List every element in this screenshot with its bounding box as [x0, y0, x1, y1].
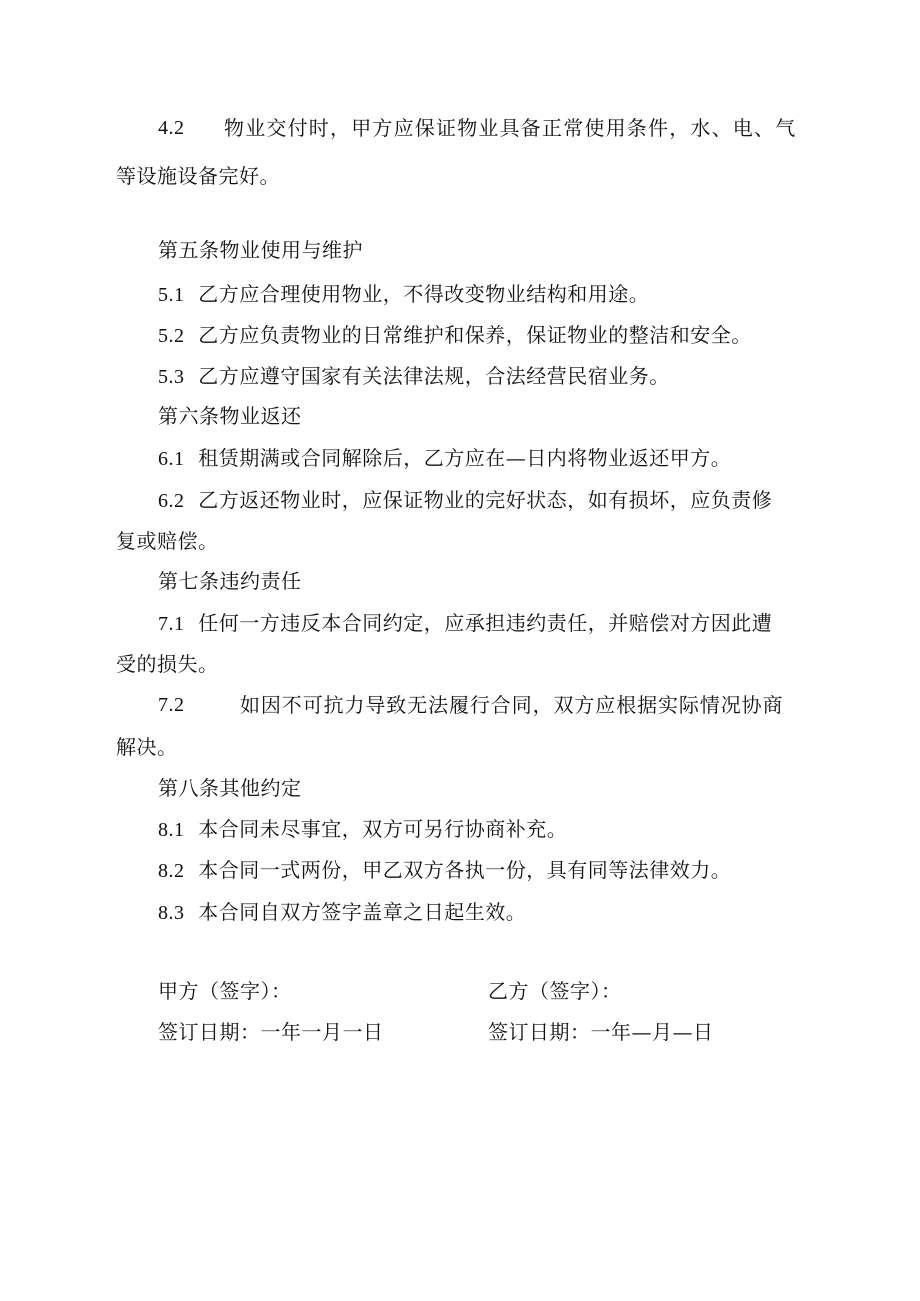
- clause-text: 乙方返还物业时，应保证物业的完好状态，如有损坏，应负责修: [198, 488, 773, 512]
- clause-number: 7.1: [158, 613, 185, 635]
- clause-6-2-line1: [158, 486, 772, 515]
- article-7-heading: 第七条违约责任: [158, 569, 302, 593]
- clause-7-2-line1: [158, 691, 800, 719]
- clause-text: 任何一方违反本合同约定，应承担违约责任，并赔偿对方因此遭: [198, 611, 773, 635]
- clause-text: 租赁期满或合同解除后，乙方应在—日内将物业返还甲方。: [198, 446, 732, 470]
- article-5-heading: 第五条物业使用与维护: [158, 238, 363, 262]
- clause-5-1: [158, 280, 649, 309]
- clause-5-3: [158, 362, 670, 391]
- party-b-signature-label: 乙方（签字）：: [488, 979, 622, 1003]
- clause-6-2-line2: 复或赔偿。: [116, 529, 219, 553]
- clause-8-2: [158, 856, 731, 885]
- clause-8-1: [158, 815, 567, 844]
- clause-number: 8.2: [158, 860, 185, 882]
- article-8-heading: 第八条其他约定: [158, 776, 302, 800]
- clause-number: 5.1: [158, 284, 185, 306]
- clause-7-1-line2: 受的损失。: [116, 652, 219, 676]
- clause-4-2-line1: [158, 114, 808, 142]
- clause-number: 8.1: [158, 819, 185, 841]
- clause-number: 4.2: [158, 117, 185, 139]
- clause-number: 7.2: [158, 694, 185, 716]
- clause-number: 5.2: [158, 325, 185, 347]
- clause-text: 乙方应遵守国家有关法律法规，合法经营民宿业务。: [198, 364, 670, 388]
- clause-8-3: [158, 898, 526, 927]
- article-6-heading: 第六条物业返还: [158, 404, 302, 428]
- clause-number: 8.3: [158, 902, 185, 924]
- clause-text: 本合同自双方签字盖章之日起生效。: [198, 900, 527, 924]
- clause-7-1-line1: [158, 609, 772, 638]
- clause-text: 本合同未尽事宜，双方可另行协商补充。: [198, 817, 568, 841]
- clause-text: 本合同一式两份，甲乙双方各执一份，具有同等法律效力。: [198, 858, 732, 882]
- clause-4-2-line2: 等设施设备完好。: [116, 164, 280, 188]
- clause-text: 乙方应合理使用物业，不得改变物业结构和用途。: [198, 282, 650, 306]
- clause-text: 物业交付时，甲方应保证物业具备正常使用条件，水、电、气: [224, 116, 797, 140]
- clause-7-2-line2: 解决。: [116, 735, 178, 759]
- party-a-signing-date: 签订日期：一年一月一日: [158, 1020, 384, 1044]
- clause-text: 乙方应负责物业的日常维护和保养，保证物业的整洁和安全。: [198, 323, 752, 347]
- clause-number: 6.2: [158, 490, 185, 512]
- clause-5-2: [158, 321, 752, 350]
- party-a-signature-label: 甲方（签字）：: [158, 979, 292, 1003]
- clause-number: 6.1: [158, 448, 185, 470]
- party-b-signing-date: 签订日期：一年—月—日: [488, 1020, 714, 1044]
- clause-number: 5.3: [158, 366, 185, 388]
- clause-6-1: [158, 444, 731, 473]
- clause-text: 如因不可抗力导致无法履行合同，双方应根据实际情况协商: [240, 693, 784, 717]
